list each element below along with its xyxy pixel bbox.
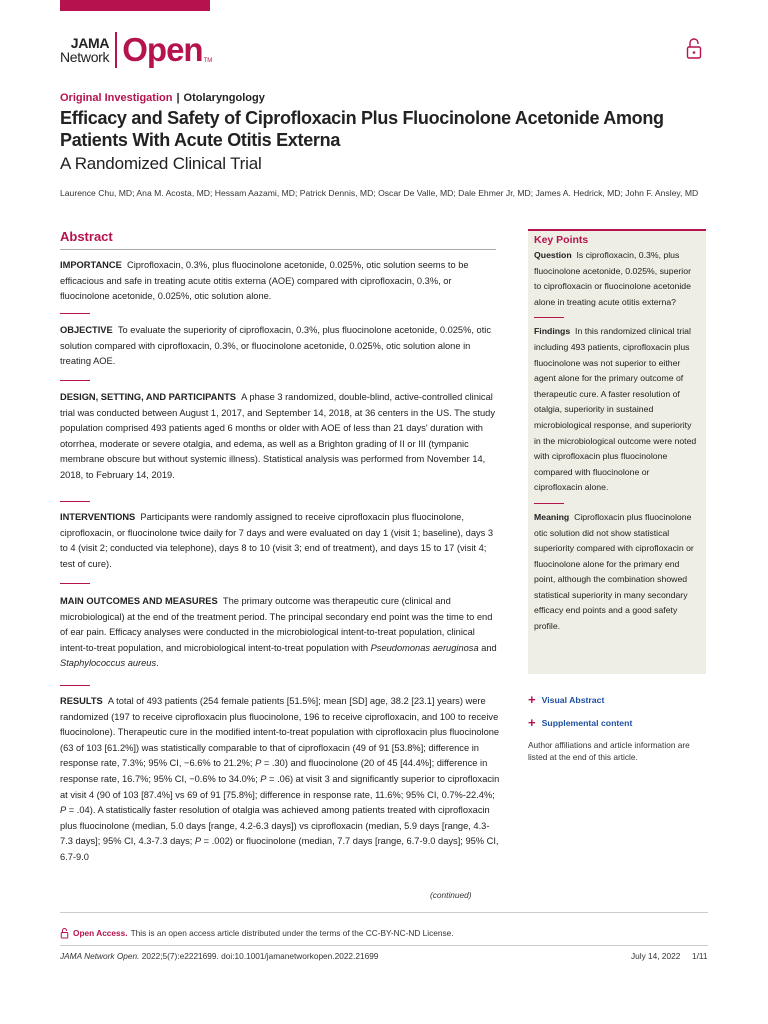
supplemental-content-link[interactable] [528,715,632,730]
interventions-text: Participants were randomly assigned to receive ciprofloxacin plus fluocinolone, ciprofloxacin, or fluocinolone twice daily for 7 days and were evaluated on day 1 (visit 1; baseline), days 3 to 4 (visit 2; conducted via telephone), days 8 to 10 (visit 3; end of treatment), and days 15 to 17 (visit 4; test of cure). [60,512,494,569]
logo-network-text: Network [60,49,110,65]
abstract-outcomes [60,594,500,672]
open-access-text: This is an open access article distributed under the terms of the CC-BY-NC-ND License. [130,928,454,938]
p-value-symbol: P [255,758,262,769]
objective-text: To evaluate the superiority of ciprofloxacin, 0.3%, plus fluocinolone acetonide, 0.025%, otic solution compared with ciprofloxacin, 0.3%, or fluocinolone acetonide, 0.025%, otic solution alone in treating AOE. [60,325,492,367]
section-divider [60,501,90,502]
abstract-importance [60,258,500,305]
visual-abstract-label: Visual Abstract [541,694,605,705]
interventions-label: INTERVENTIONS [60,512,136,522]
abstract-results [60,694,500,866]
question-text: Is ciprofloxacin, 0.3%, plus fluocinolone acetonide, 0.025%, superior to ciprofloxacin or fluocinolone acetonide alone in treating acute otitis externa? [534,250,691,307]
article-title: Efficacy and Safety of Ciprofloxacin Plus Fluocinolone Acetonide Among Patients With Acute Otitis Externa [60,108,664,150]
open-access-lock-icon[interactable] [686,36,702,60]
plus-icon: + [528,715,536,730]
footer-rule [60,945,708,946]
author-list: Laurence Chu, MD; Ana M. Acosta, MD; Hessam Aazami, MD; Patrick Dennis, MD; Oscar De Valle, MD; Dale Ehmer Jr, MD; James A. Hedrick, MD; John F. Ansley, MD [60,188,699,198]
abstract-heading: Abstract [60,229,113,244]
staphylococcus-text: Staphylococcus aureus [60,658,157,669]
article-category [60,92,265,104]
citation-details: 2022;5(7):e2221699. doi:10.1001/jamanetworkopen.2022.21699 [139,951,379,961]
category-separator: | [176,92,180,104]
jama-network-open-logo[interactable] [60,30,212,70]
results-text: = .06) at visit 3 and significantly superior to ciprofloxacin at visit 4 (90 of 103 [87.4%] vs 69 of 91 [75.8%]; difference in response rate, 11.6%; 95% CI, 0.7%-22.4%; [60,773,500,800]
section-divider [60,583,90,584]
supplemental-content-label: Supplemental content [541,717,633,728]
findings-label: Findings [534,326,571,337]
logo-open-text: Open [122,31,203,68]
outcomes-label: MAIN OUTCOMES AND MEASURES [60,596,218,606]
meaning-label: Meaning [534,511,570,522]
key-points-divider [534,317,564,318]
logo-trademark: TM [203,58,213,64]
journal-name: JAMA Network Open. [60,951,140,961]
open-access-label[interactable]: Open Access. [73,928,128,938]
objective-label: OBJECTIVE [60,325,113,335]
plus-icon: + [528,692,536,707]
abstract-objective [60,323,500,370]
brand-color-bar [60,0,210,11]
key-points-divider [534,503,564,504]
key-points-box [528,229,706,674]
importance-label: IMPORTANCE [60,260,122,270]
article-specialty[interactable]: Otolaryngology [183,92,265,104]
design-label: DESIGN, SETTING, AND PARTICIPANTS [60,392,236,402]
outcomes-text: The primary outcome was therapeutic cure (clinical and microbiological) at the end of the treatment period. The principal secondary end point was the time to end of ear pain. Efficacy analyses were conducted in the microbiological intent-to-treat population, clinical intent-to-treat population, and microbiological intent-to-treat population with [60,596,493,653]
abstract-design [60,390,500,484]
section-divider [60,313,90,314]
results-label: RESULTS [60,696,103,706]
continued-note: (continued) [430,890,472,900]
p-value-symbol: P [194,836,202,847]
key-points-question [534,248,700,310]
logo-divider [115,32,117,68]
outcomes-end: . [156,658,159,669]
findings-text: In this randomized clinical trial including 493 patients, ciprofloxacin plus fluocinolone was not superior to either agent alone for the primary outcome of therapeutic cure. A faster resolution of otalgia, superiority in sustained microbiological response, and superiority in the microbiological outcome were noted with ciprofloxacin plus fluocinolone compared with fluocinolone or ciprofloxacin alone. [534,326,697,493]
results-text: = .30) and fluocinolone (20 of 45 [44.4%]; difference in response rate, 16.7%; 95% CI, −0.6% to 34.0%; [60,758,488,784]
results-text: = .002) or fluocinolone (median, 7.7 days [range, 6.7-9.0 days]; 95% CI, 6.7-9.0 [60,836,499,862]
author-info-note: Author affiliations and article information are listed at the end of this article. [528,740,690,762]
logo-jama-text: JAMA [70,35,110,51]
abstract-interventions [60,510,500,572]
visual-abstract-link[interactable] [528,692,604,707]
p-value-symbol: P [260,773,267,784]
design-text: A phase 3 randomized, double-blind, active-controlled clinical trial was conducted between August 1, 2017, and September 14, 2018, at 36 centers in the US. The study population comprised 493 patients aged 6 months or older with AOE of less than 21 days' duration with otorrhea, moderate or severe otalgia, and edema, as well as a Brighton grading of II or III (tympanic membrane obscure but without systemic illness). Statistical analysis was performed from November 14, 2018, to February 14, 2019. [60,392,495,480]
open-access-notice [60,927,454,939]
abstract-rule [60,249,496,250]
pseudomonas-text: Pseudomonas aeruginosa [370,642,479,653]
results-text: A total of 493 patients (254 female patients [51.5%]; mean [SD] age, 38.2 [23.1] years) were randomized (197 to receive ciprofloxacin plus fluocinolone, 196 to receive ciprofloxacin, and 100 to receive fluocinolone). Therapeutic cure in the modified intent-to-treat population with ciprofloxacin plus fluocinolone (63 of 103 [61.2%]) was statistically comparable to that of ciprofloxacin (49 of 91 [53.8%]; difference in response rate, 7.3%; 95% CI, −6.6% to 21.2%; [60,696,500,769]
footer-rule [60,912,708,913]
publication-date: July 14, 2022 [631,951,681,961]
article-subtitle: A Randomized Clinical Trial [60,154,262,173]
question-label: Question [534,250,572,260]
open-access-lock-icon [60,927,69,939]
citation-line [60,951,378,961]
p-value-symbol: P [60,805,67,816]
key-points-heading: Key Points [534,234,589,246]
section-divider [60,685,90,686]
outcomes-and: and [478,642,497,653]
importance-text: Ciprofloxacin, 0.3%, plus fluocinolone acetonide, 0.025%, otic solution seems to be efficacious and safe in treating acute otitis externa (AOE) compared with ciprofloxacin, 0.3%, or fluocinolone acetonide, 0.025%, otic solution alone. [60,260,469,302]
results-text: = .04). A statistically faster resolution of otalgia was achieved among patients treated with ciprofloxacin plus fluocinolone (median, 5.0 days [range, 4.2-6.3 days]) vs ciprofloxacin (median, 5.9 days [range, 4.3-7.3 days]; 95% CI, 4.3-7.3 days; [60,805,490,847]
key-points-meaning [534,510,700,635]
article-type[interactable]: Original Investigation [60,92,173,104]
meaning-text: Ciprofloxacin plus fluocinolone otic solution did not show statistical superiority compared with ciprofloxacin or fluocinolone alone for the primary end point, although the combination showed statistical superiority in many secondary efficacy end points and a good safety profile. [534,511,694,632]
page-number: 1/11 [692,951,708,961]
key-points-findings [534,324,700,496]
section-divider [60,380,90,381]
